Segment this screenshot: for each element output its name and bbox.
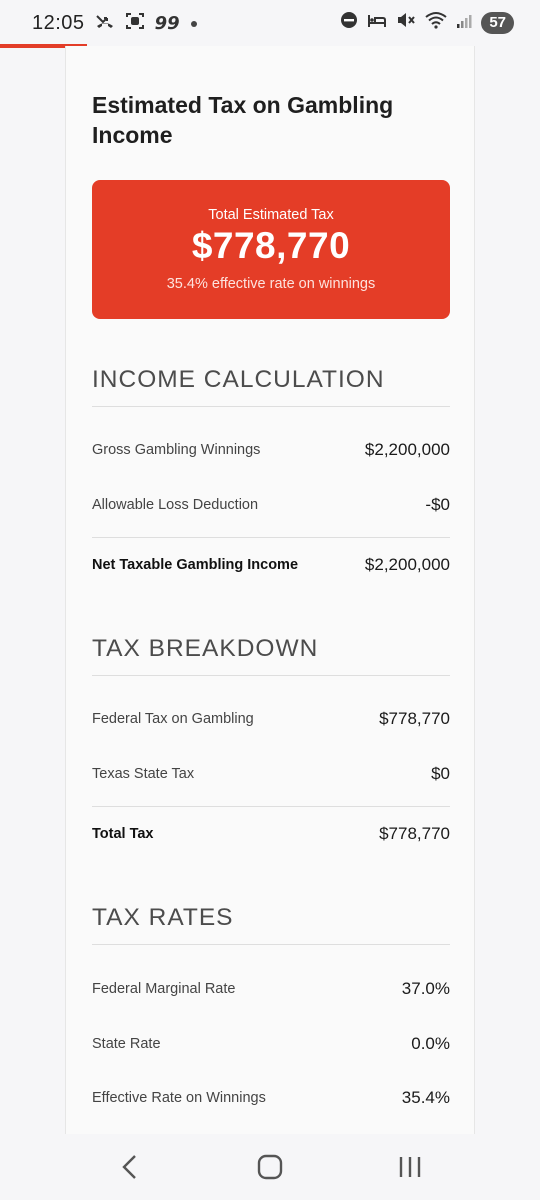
status-right [340,11,514,35]
row-label: State Rate [92,1036,161,1052]
home-button[interactable] [240,1147,300,1187]
row-value: $778,770 [379,709,450,728]
row-value: -$0 [425,495,450,514]
row-value: $778,770 [379,824,450,843]
row-value: 35.4% [401,1088,450,1107]
divider [92,806,450,807]
row-label: Net Taxable Gambling Income [92,557,299,573]
mute-icon [396,11,416,35]
row-label: Federal Tax on Gambling [92,711,254,727]
recents-icon [398,1155,422,1179]
notification-count-icon: 99 [154,12,180,34]
row-label: Effective Rate on Winnings [92,1090,266,1106]
status-left [32,12,198,35]
page-title: Estimated Tax on Gambling Income [92,92,394,148]
back-button[interactable] [100,1147,160,1187]
row-value: 0.0% [411,1034,450,1053]
income-calculation-heading: INCOME CALCULATION [92,366,450,407]
dot-icon [190,13,198,33]
total-tax-banner [92,180,450,319]
divider [92,537,450,538]
row-value: $2,200,000 [364,555,450,574]
loss-deduction-row [92,492,450,518]
state-tax-row [92,761,450,787]
row-value: 37.0% [401,979,450,998]
state-rate-row [92,1031,450,1057]
dnd-icon [340,11,358,35]
row-label: Federal Marginal Rate [92,981,236,997]
navigation-bar [0,1134,540,1200]
total-tax-value: $778,770 [191,225,351,266]
gross-winnings-row [92,437,450,463]
row-label: Texas State Tax [92,766,195,782]
status-bar [0,0,540,46]
signal-icon [456,12,472,35]
effective-rate-row [92,1085,450,1111]
wifi-icon [425,11,447,35]
screenshot-icon [125,12,145,35]
row-label: Total Tax [92,826,154,842]
tax-breakdown-heading: TAX BREAKDOWN [92,635,450,676]
results-card [65,46,475,1134]
total-tax-row [92,821,450,847]
home-icon [257,1154,283,1180]
missed-call-icon [95,13,115,34]
net-taxable-income-row [92,552,450,578]
row-label: Gross Gambling Winnings [92,442,261,458]
row-label: Allowable Loss Deduction [92,497,259,513]
total-tax-label: Total Estimated Tax [208,207,334,223]
row-value: $0 [431,764,450,783]
row-value: $2,200,000 [364,440,450,459]
tax-rates-heading: TAX RATES [92,904,450,945]
federal-marginal-rate-row [92,976,450,1002]
status-time: 12:05 [32,11,85,34]
recents-button[interactable] [380,1147,440,1187]
battery-indicator: 57 [481,12,514,34]
effective-rate-subtitle: 35.4% effective rate on winnings [166,276,376,292]
federal-tax-row [92,706,450,732]
bed-icon [367,12,387,35]
back-icon [120,1154,140,1180]
